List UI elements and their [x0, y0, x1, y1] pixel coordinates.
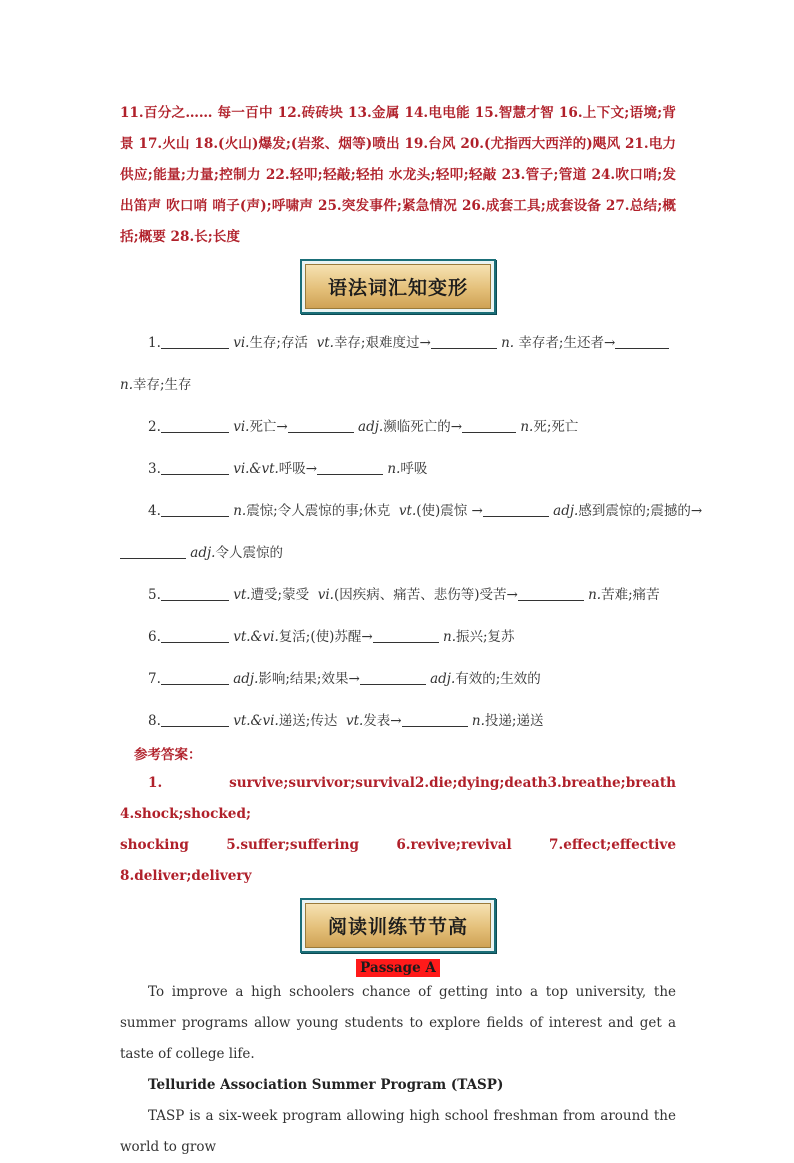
reference-title: 参考答案：	[134, 747, 202, 763]
passage-intro: To improve a high schoolers chance of getting into a top university, the summer programs allow young students to explore fields of interest and get a taste of college life.	[120, 984, 676, 1062]
reading-banner-title: 阅读训练节节高	[305, 903, 491, 948]
vocab-item-1-cont: n.幸存;生存	[120, 377, 192, 393]
passage-label: Passage A	[356, 959, 440, 977]
blank[interactable]	[483, 502, 549, 517]
program-heading: Telluride Association Summer Program (TASP)	[148, 1077, 504, 1093]
passage-label-wrap	[120, 957, 676, 977]
blank[interactable]	[431, 334, 497, 349]
blank[interactable]	[161, 460, 229, 475]
reading-banner-wrap	[120, 898, 676, 953]
blank[interactable]	[161, 712, 229, 727]
blank[interactable]	[462, 418, 516, 433]
blank[interactable]	[161, 670, 229, 685]
blank[interactable]	[615, 334, 669, 349]
blank[interactable]	[317, 460, 383, 475]
vocab-item-6: 6. vt.&vi.复活;(使)苏醒→ n.振兴;复苏	[148, 629, 515, 645]
grammar-banner-title: 语法词汇知变形	[305, 264, 491, 309]
grammar-banner	[300, 259, 496, 314]
blank[interactable]	[360, 670, 426, 685]
blank[interactable]	[161, 628, 229, 643]
grammar-banner-wrap	[120, 259, 676, 314]
vocab-list	[120, 322, 703, 742]
blank[interactable]	[373, 628, 439, 643]
vocab-item-1: 1. vi.生存;存活 vt.幸存;艰难度过→ n. 幸存者;生还者→	[120, 322, 676, 364]
vocab-item-8: 8. vt.&vi.递送;传达 vt.发表→ n.投递;递送	[148, 713, 544, 729]
reference-line-2: shocking 5.suffer;suffering 6.revive;revival 7.effect;effective 8.deliver;delivery	[120, 837, 690, 884]
answers-block: 11.百分之…… 每一百中 12.砖砖块 13.金属 14.电电能 15.智慧才智 16.上下文;语境;背景 17.火山 18.(火山)爆发;(岩浆、烟等)喷出 19.台风 20.(尤指西大西洋的)飓风 21.电力供应;能量;力量;控制力 22.轻叩;轻敲;轻拍 水龙头;轻叩;轻敲 23.管子;管道 24.吹口哨;发出笛声 吹口哨 哨子(声);呼啸声 25.突发事件;紧急情况 26.成套工具;成套设备 27.总结;概括;概要 28.长;长度	[120, 105, 676, 245]
blank[interactable]	[161, 334, 229, 349]
vocab-item-7: 7. adj.影响;结果;效果→ adj.有效的;生效的	[148, 671, 541, 687]
program-body: TASP is a six-week program allowing high school freshman from around the world to grow	[120, 1108, 676, 1155]
reading-banner	[300, 898, 496, 953]
vocab-item-5: 5. vt.遭受;蒙受 vi.(因疾病、痛苦、悲伤等)受苦→ n.苦难;痛苦	[148, 587, 660, 603]
blank[interactable]	[518, 586, 584, 601]
blank[interactable]	[402, 712, 468, 727]
vocab-item-3: 3. vi.&vt.呼吸→ n.呼吸	[148, 461, 428, 477]
vocab-item-2: 2. vi.死亡→ adj.濒临死亡的→ n.死;死亡	[148, 419, 579, 435]
reference-answers	[120, 768, 690, 892]
blank[interactable]	[161, 586, 229, 601]
blank[interactable]	[120, 544, 186, 559]
document-page	[120, 98, 703, 1163]
vocab-item-4: 4. n.震惊;令人震惊的事;休克 vt.(使)震惊 → adj.感到震惊的;震撼的→	[148, 503, 703, 519]
reference-line-1: 1. survive;survivor;survival2.die;dying;death3.breathe;breath 4.shock;shocked;	[120, 775, 690, 822]
blank[interactable]	[161, 502, 229, 517]
blank[interactable]	[288, 418, 354, 433]
blank[interactable]	[161, 418, 229, 433]
vocab-item-4-cont: adj.令人震惊的	[120, 532, 676, 574]
